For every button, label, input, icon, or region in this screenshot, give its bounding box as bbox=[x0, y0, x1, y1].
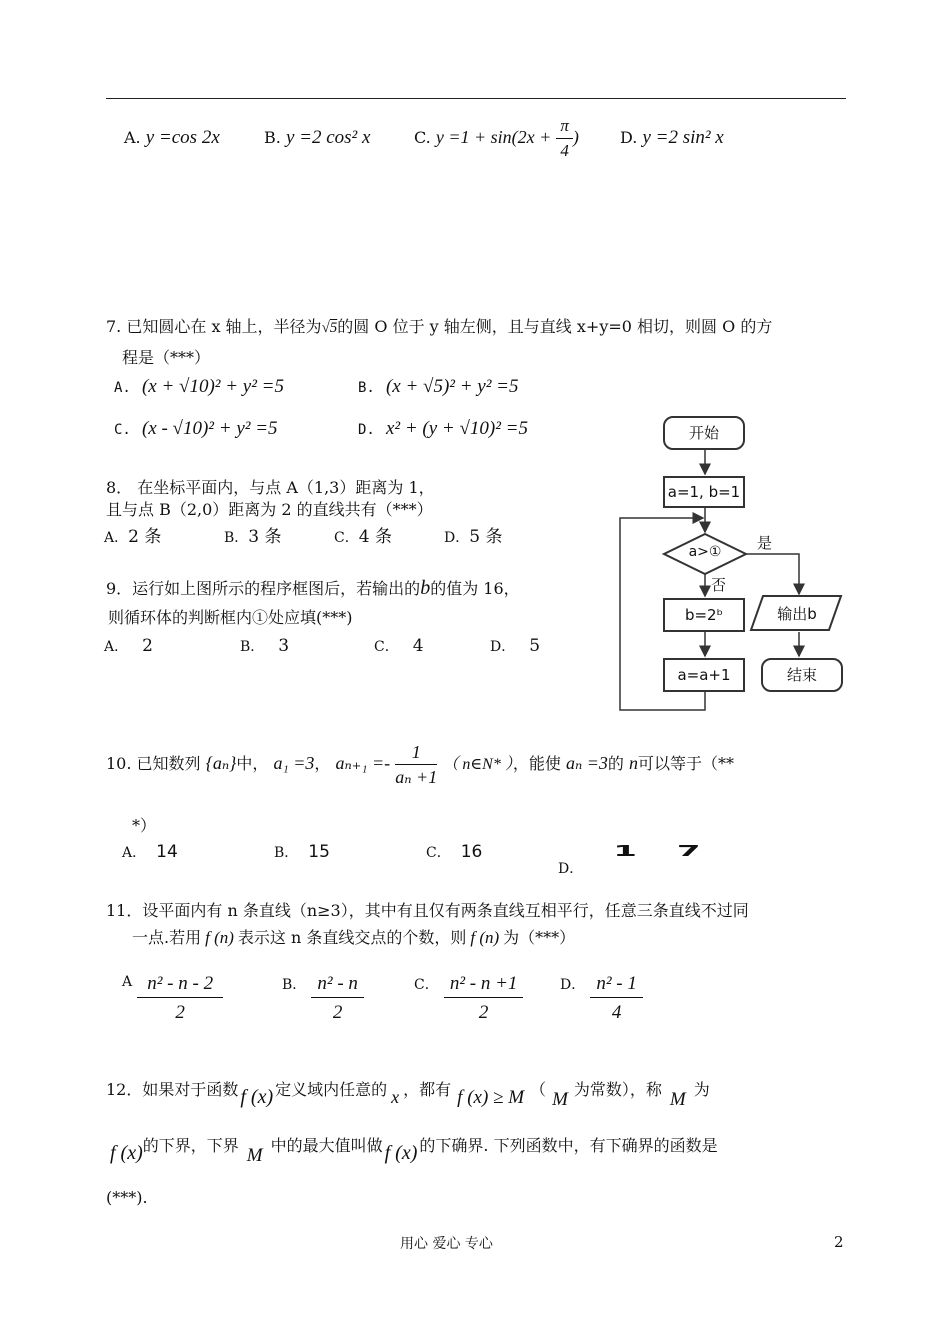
page-number: 2 bbox=[834, 1233, 844, 1251]
q10-option-d: D．17 bbox=[558, 842, 741, 877]
q7-option-a: A. (x + √10)² + y² =5 bbox=[114, 376, 285, 397]
arrow-cond-yes bbox=[746, 554, 799, 594]
flow-condition-text: a>① bbox=[688, 544, 722, 560]
q9-option-a: A． 2 bbox=[104, 636, 153, 656]
flow-no-label: 否 bbox=[711, 576, 727, 594]
flow-increment: a=a+1 bbox=[663, 658, 745, 692]
q7-stem-line1: 7. 已知圆心在 x 轴上，半径为√5的圆 O 位于 y 轴左侧，且与直线 x+y=0 相切，则圆 O 的方 bbox=[106, 317, 773, 336]
q10-stem-line2: *） bbox=[132, 816, 157, 835]
q8-option-a: A．2 条 bbox=[104, 527, 162, 547]
q12-stem-line3: (***). bbox=[106, 1188, 148, 1207]
q7-stem-line2: 程是（***） bbox=[122, 348, 211, 367]
q8-stem-line1: 8． 在坐标平面内，与点 A（1,3）距离为 1， bbox=[106, 478, 435, 497]
q10-option-b: B． 15 bbox=[274, 842, 330, 862]
q8-option-b: B．3 条 bbox=[224, 527, 282, 547]
flow-start: 开始 bbox=[663, 416, 745, 450]
q7-option-b: B. (x + √5)² + y² =5 bbox=[358, 376, 519, 397]
q8-stem-line2: 且与点 B（2,0）距离为 2 的直线共有（***） bbox=[106, 500, 433, 519]
q6-option-a: A. y =cos 2x bbox=[124, 127, 220, 148]
flow-assign-b: b=2ᵇ bbox=[663, 598, 745, 632]
q10-stem-line1: 10. 已知数列 {aₙ}中， a₁ =3， aₙ₊₁ =- $\frac{1}{\text{aₙ +1}}$ （ n∈N* ），能使 aₙ =3的 n可以等于（** bbox=[106, 742, 735, 787]
q8-option-d: D．5 条 bbox=[444, 527, 503, 547]
q9-option-d: D． 5 bbox=[490, 636, 541, 656]
header-rule bbox=[106, 98, 846, 99]
q8-option-c: C．4 条 bbox=[334, 527, 392, 547]
flow-output-text: 输出b bbox=[777, 605, 817, 623]
q7-option-c: C. (x - √10)² + y² =5 bbox=[114, 418, 278, 439]
q6-option-b: B. y =2 cos² x bbox=[264, 127, 371, 148]
flow-end: 结束 bbox=[761, 658, 843, 692]
q12-stem-line1: 12．如果对于函数 f (x) 定义域内任意的 x ，都有 f (x) ≥ M （ M 为常数），称 M 为 bbox=[106, 1080, 710, 1110]
q9-option-c: C． 4 bbox=[374, 636, 424, 656]
q9-stem-line1: 9．运行如上图所示的程序框图后，若输出的b的值为 16， bbox=[106, 577, 520, 599]
q11-option-b: B． $\frac{\text{n² - n}}{2}$ bbox=[282, 970, 364, 1028]
q11-stem-line1: 11．设平面内有 n 条直线（n≥3），其中有且仅有两条直线互相平行，任意三条直线不过同 bbox=[106, 901, 749, 920]
q9-option-b: B． 3 bbox=[240, 636, 290, 656]
flow-yes-label: 是 bbox=[757, 534, 773, 552]
flowchart bbox=[615, 410, 850, 715]
q11-option-d: D． $\frac{\text{n² - 1}}{4}$ bbox=[560, 970, 643, 1028]
q10-option-c: C． 16 bbox=[426, 842, 483, 862]
q12-stem-line2: f (x)的下界，下界 M 中的最大值叫做 f (x) 的下确界. 下列函数中，有下确界的函数是 bbox=[110, 1136, 718, 1166]
q11-option-c: C． $\frac{\text{n² - n +1}}{2}$ bbox=[414, 970, 523, 1028]
q11-stem-line2: 一点.若用 f (n) 表示这 n 条直线交点的个数，则 f (n) 为（***） bbox=[132, 928, 576, 947]
q6-option-c: C. y =1 + sin(2x + $\frac{\pi}{4}$ ) bbox=[414, 116, 579, 160]
q6-option-d: D. y =2 sin² x bbox=[620, 127, 724, 148]
q10-option-a: A． 14 bbox=[122, 842, 178, 862]
q7-option-d: D. x² + (y + √10)² =5 bbox=[358, 418, 529, 439]
q11-option-a: A $\frac{\text{n² - n - 2}}{2}$ bbox=[122, 970, 223, 1028]
footer-motto: 用心 爱心 专心 bbox=[400, 1236, 493, 1252]
flow-init: a=1, b=1 bbox=[663, 476, 745, 508]
q9-stem-line2: 则循环体的判断框内①处应填(***) bbox=[108, 608, 353, 627]
